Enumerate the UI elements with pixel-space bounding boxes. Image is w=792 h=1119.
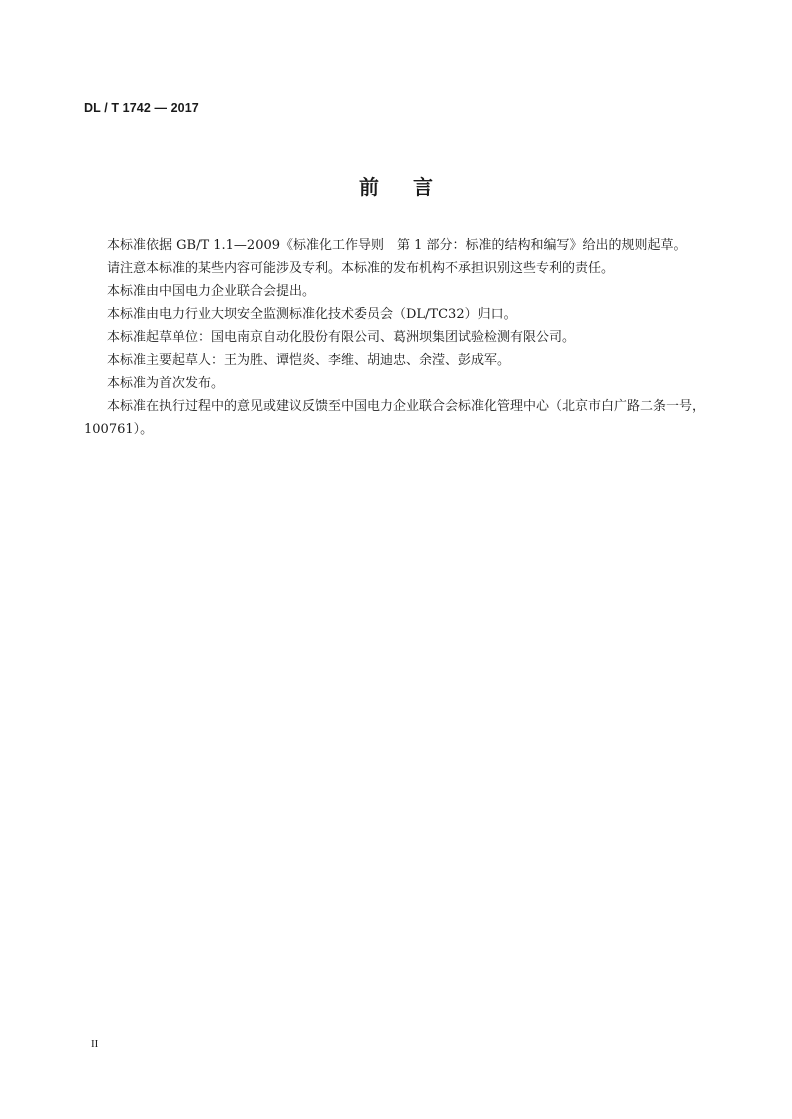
paragraph-drafting-units: 本标准起草单位：国电南京自动化股份有限公司、葛洲坝集团试验检测有限公司。 [107,330,576,345]
foreword-body [84,234,708,441]
paragraph-feedback: 本标准在执行过程中的意见或建议反馈至中国电力企业联合会标准化管理中心（北京市白广路二条一号，100761）。 [84,399,706,437]
paragraph-drafting-rules: 本标准依据 GB/T 1.1—2009《标准化工作导则 第 1 部分：标准的结构和编写》给出的规则起草。 [107,238,687,253]
standard-code: DL / T 1742 — 2017 [84,101,199,115]
paragraph-proposer: 本标准由中国电力企业联合会提出。 [107,284,316,299]
paragraph-committee: 本标准由电力行业大坝安全监测标准化技术委员会（DL/TC32）归口。 [107,307,517,322]
paragraph-patent-notice: 请注意本标准的某些内容可能涉及专利。本标准的发布机构不承担识别这些专利的责任。 [107,261,615,276]
paragraph-first-release: 本标准为首次发布。 [107,376,225,391]
page-title: 前言 [359,175,467,199]
paragraph-drafters: 本标准主要起草人：王为胜、谭恺炎、李维、胡迪忠、余滢、彭成军。 [107,353,511,368]
page-number: II [91,1038,99,1050]
